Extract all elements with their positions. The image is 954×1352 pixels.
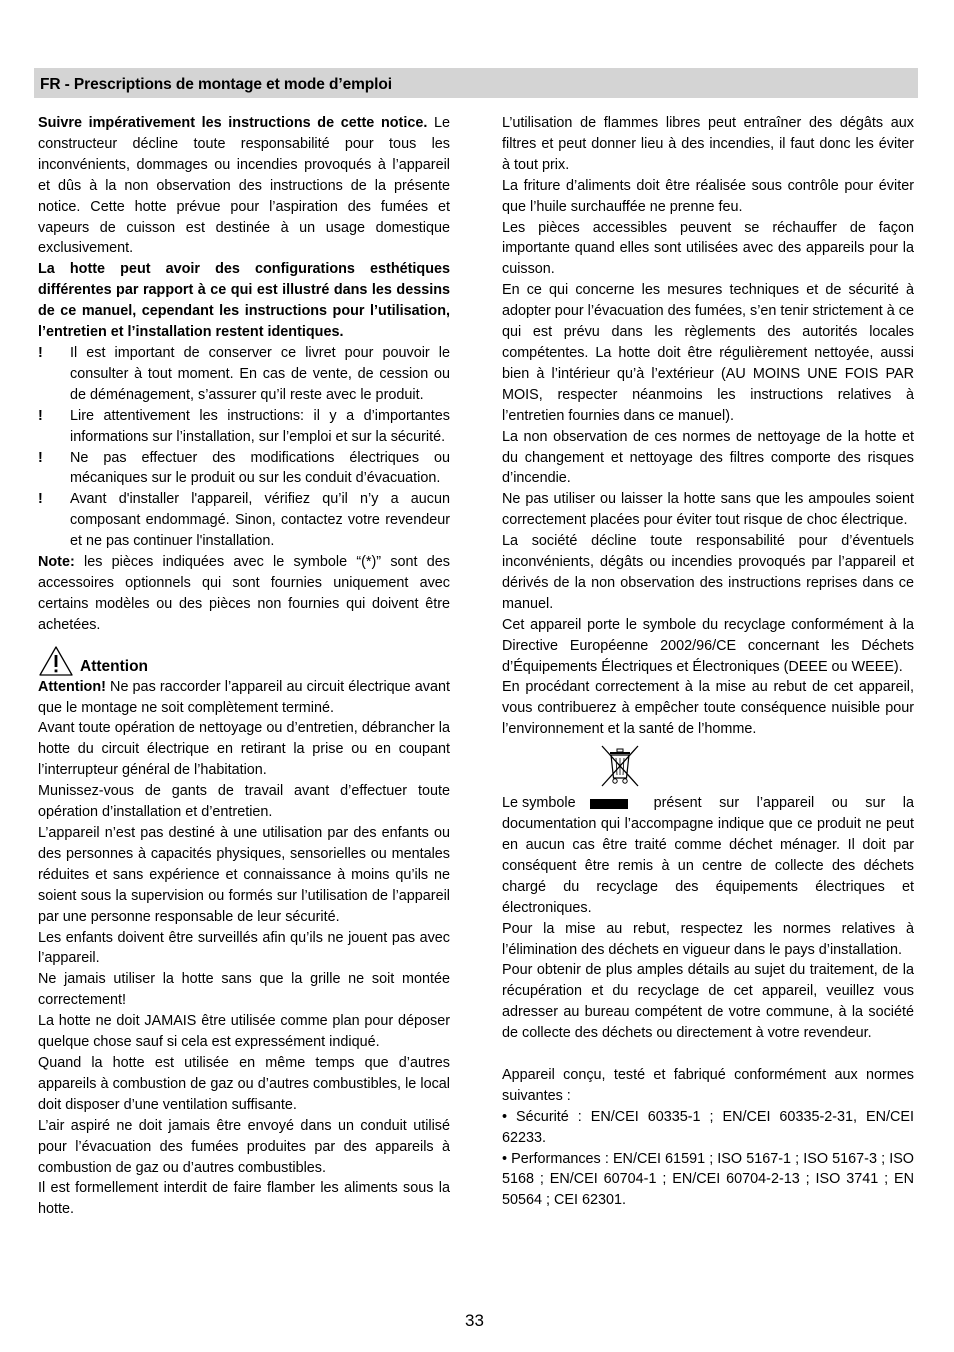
attention-bold: Attention! bbox=[38, 678, 106, 695]
right-paragraph: La société décline toute responsabilité pour d’éventuels inconvénients, dégâts ou incendies provoqués par l’appareil et dérivés de la non observation des instructions reprises dans ce manuel. bbox=[502, 533, 914, 612]
symbol-rest: présent sur l’appareil ou sur la bbox=[653, 795, 914, 812]
symbol-line bbox=[502, 793, 914, 814]
left-paragraph: Quand la hotte est utilisée en même temps que d’autres appareils à combustion de gaz ou d’autres combustibles, le local doit disposer d’une ventilation suffisante. bbox=[38, 1054, 450, 1113]
left-paragraph: Les enfants doivent être surveillés afin qu’ils ne jouent pas avec l’appareil. bbox=[38, 929, 450, 967]
right-paragraph: Pour obtenir de plus amples détails au sujet du traitement, de la récupération et du recyclage de cet appareil, veuillez vous adresser au bureau compétent de votre commune, à la société de collecte des déchets ou directement à votre revendeur. bbox=[502, 962, 914, 1042]
bullet-mark: ! bbox=[38, 491, 43, 508]
left-paragraph: L’appareil n’est pas destiné à une utilisation par des enfants ou des personnes à capacités physiques, sensorielles ou mentales réduites et sans expérience et connaissance à moins qu’ils ne soient sous la supervision ou formés sur l’utilisation de l’appareil par une personne responsable de leur sécurité. bbox=[38, 825, 450, 925]
weee-symbol-area bbox=[502, 740, 914, 793]
symbol-continuation: documentation qui l’accompagne indique que ce produit ne peut en aucun cas être traité comme déchet ménager. Il doit par conséquent être remis à un centre de collecte des déchets chargé du recyclage des équipements électriques et électroniques. bbox=[502, 816, 914, 916]
attention-paragraph bbox=[38, 677, 450, 719]
note-label: Note: bbox=[38, 554, 75, 571]
intro-text: Le constructeur décline toute responsabilité pour tous les inconvénients, dommages ou incendies provoqués à l’appareil et dûs à la non observation des instructions de la présente notice. Cette hotte prévue pour l’aspiration des fumées et vapeurs de cuisson est destinée à un usage domestique exclusivement. bbox=[38, 115, 450, 257]
bullet-item bbox=[38, 489, 450, 552]
section-title: FR - Prescriptions de montage et mode d’emploi bbox=[40, 76, 392, 93]
bullet-text: Il est important de conserver ce livret pour pouvoir le consulter à tout moment. En cas de vente, de cession ou de déménagement, s’assurer qu’il reste avec le produit. bbox=[70, 344, 450, 403]
section-header-bar bbox=[34, 68, 918, 98]
spacer bbox=[502, 1044, 914, 1065]
right-paragraph: L’utilisation de flammes libres peut entraîner des dégâts aux filtres et peut donner lieu à des incendies, il faut donc les éviter à tout prix. bbox=[502, 115, 914, 173]
left-paragraph: L’air aspiré ne doit jamais être envoyé dans un conduit utilisé pour l’évacuation des fumées produites par des appareils à combustion de gaz ou d’autres combustibles. bbox=[38, 1117, 450, 1176]
attention-title: Attention bbox=[80, 657, 149, 675]
symbol-label: Le symbole bbox=[502, 795, 576, 812]
right-paragraph: En ce qui concerne les mesures techniques et de sécurité à adopter pour l’évacuation des fumées, s’en tenir strictement à ce qui est prévu dans les règlements des autorités locales compétentes. La hotte doit être régulièrement nettoyée, aussi bien à l’intérieur qu’à l’extérieur (AU MOINS UNE FOIS PAR MOIS, respecter néanmoins les instructions relatives à l’entretien fournies dans ce manuel). bbox=[502, 282, 914, 424]
right-column bbox=[502, 113, 914, 1211]
warning-triangle-icon bbox=[38, 645, 74, 677]
bullet-mark: ! bbox=[38, 449, 43, 466]
standards-item: • Sécurité : EN/CEI 60335-1 ; EN/CEI 60335-2-31, EN/CEI 62233. bbox=[502, 1108, 914, 1146]
bullet-text: Avant d'installer l'appareil, vérifiez qu’il n’y a aucun composant endommagé. Sinon, contactez votre revendeur et ne pas continuer l'installation. bbox=[70, 491, 450, 550]
intro-bold: Suivre impérativement les instructions de cette notice. bbox=[38, 115, 428, 131]
right-paragraph: Les pièces accessibles peuvent se réchauffer de façon importante quand elles sont utilisées avec des appareils pour la cuisson. bbox=[502, 219, 914, 278]
bullet-mark: ! bbox=[38, 407, 43, 424]
note-paragraph bbox=[38, 552, 450, 636]
page-number: 33 bbox=[465, 1311, 484, 1330]
crossed-bin-icon bbox=[599, 744, 641, 788]
left-paragraph: Ne jamais utiliser la hotte sans que la grille ne soit montée correctement! bbox=[38, 971, 450, 1009]
config-bold: La hotte peut avoir des configurations esthétiques différentes par rapport à ce qui est illustré dans les dessins de ce manuel, cependant les instructions pour l’utilisation, l’entretien et l’installation restent identiques. bbox=[38, 261, 450, 341]
standards-item: • Performances : EN/CEI 61591 ; ISO 5167-1 ; ISO 5167-3 ; ISO 5168 ; EN/CEI 60704-1 ; EN/CEI 60704-2-13 ; ISO 3741 ; EN 50564 ; CEI 62301. bbox=[502, 1150, 914, 1209]
right-paragraph: Ne pas utiliser ou laisser la hotte sans que les ampoules soient correctement placées pour éviter tout risque de choc électrique. bbox=[502, 491, 914, 529]
left-paragraph: Avant toute opération de nettoyage ou d’entretien, débrancher la hotte du circuit électrique en retirant la prise ou en coupant l’interrupteur général de l’habitation. bbox=[38, 720, 450, 779]
left-paragraph: Il est formellement interdit de faire flamber les aliments sous la hotte. bbox=[38, 1180, 450, 1218]
attention-heading bbox=[38, 645, 450, 677]
intro-paragraph bbox=[38, 113, 450, 259]
attention-text: Ne pas raccorder l’appareil au circuit électrique avant que le montage ne soit complètement terminé. bbox=[38, 678, 450, 716]
right-paragraph: Cet appareil porte le symbole du recyclage conformément à la Directive Européenne 2002/96/CE concernant les Déchets d’Équipements Électriques et Électroniques (DEEE ou WEEE). bbox=[502, 616, 914, 675]
bullet-item bbox=[38, 406, 450, 448]
right-paragraph: La friture d’aliments doit être réalisée sous contrôle pour éviter que l’huile surchauffée ne prenne feu. bbox=[502, 177, 914, 215]
left-paragraph: La hotte ne doit JAMAIS être utilisée comme plan pour déposer quelque chose sauf si cela est expressément indiqué. bbox=[38, 1013, 450, 1051]
bullet-item bbox=[38, 343, 450, 406]
right-paragraph: Pour la mise au rebut, respectez les normes relatives à l’élimination des déchets en vigueur dans le pays d’installation. bbox=[502, 920, 914, 958]
note-text: les pièces indiquées avec le symbole “(*)” sont des accessoires optionnels qui sont fournies uniquement avec certains modèles ou des pièces non fournies qui doivent être achetées. bbox=[38, 554, 450, 633]
bullet-text: Ne pas effectuer des modifications électriques ou mécaniques sur le produit ou sur les conduit d’évacuation. bbox=[70, 449, 450, 487]
bullet-mark: ! bbox=[38, 344, 43, 361]
left-column bbox=[38, 113, 450, 1220]
right-paragraph: En procédant correctement à la mise au rebut de cet appareil, vous contribuerez à empêcher toute conséquence nuisible pour l’environnement et la santé de l’homme. bbox=[502, 679, 914, 738]
bullet-text: Lire attentivement les instructions: il y a d’importantes informations sur l’installation, sur l’emploi et sur la sécurité. bbox=[70, 407, 450, 445]
config-paragraph bbox=[38, 259, 450, 343]
left-paragraph: Munissez-vous de gants de travail avant d’effectuer toute opération d’installation et d’entretien. bbox=[38, 783, 450, 821]
right-paragraph: La non observation de ces normes de nettoyage de la hotte et du changement et nettoyage des filtres comporte des risques d’incendie. bbox=[502, 428, 914, 487]
bullet-item bbox=[38, 448, 450, 490]
standards-intro: Appareil conçu, testé et fabriqué conformément aux normes suivantes : bbox=[502, 1066, 914, 1104]
weee-bar-icon bbox=[590, 799, 628, 809]
